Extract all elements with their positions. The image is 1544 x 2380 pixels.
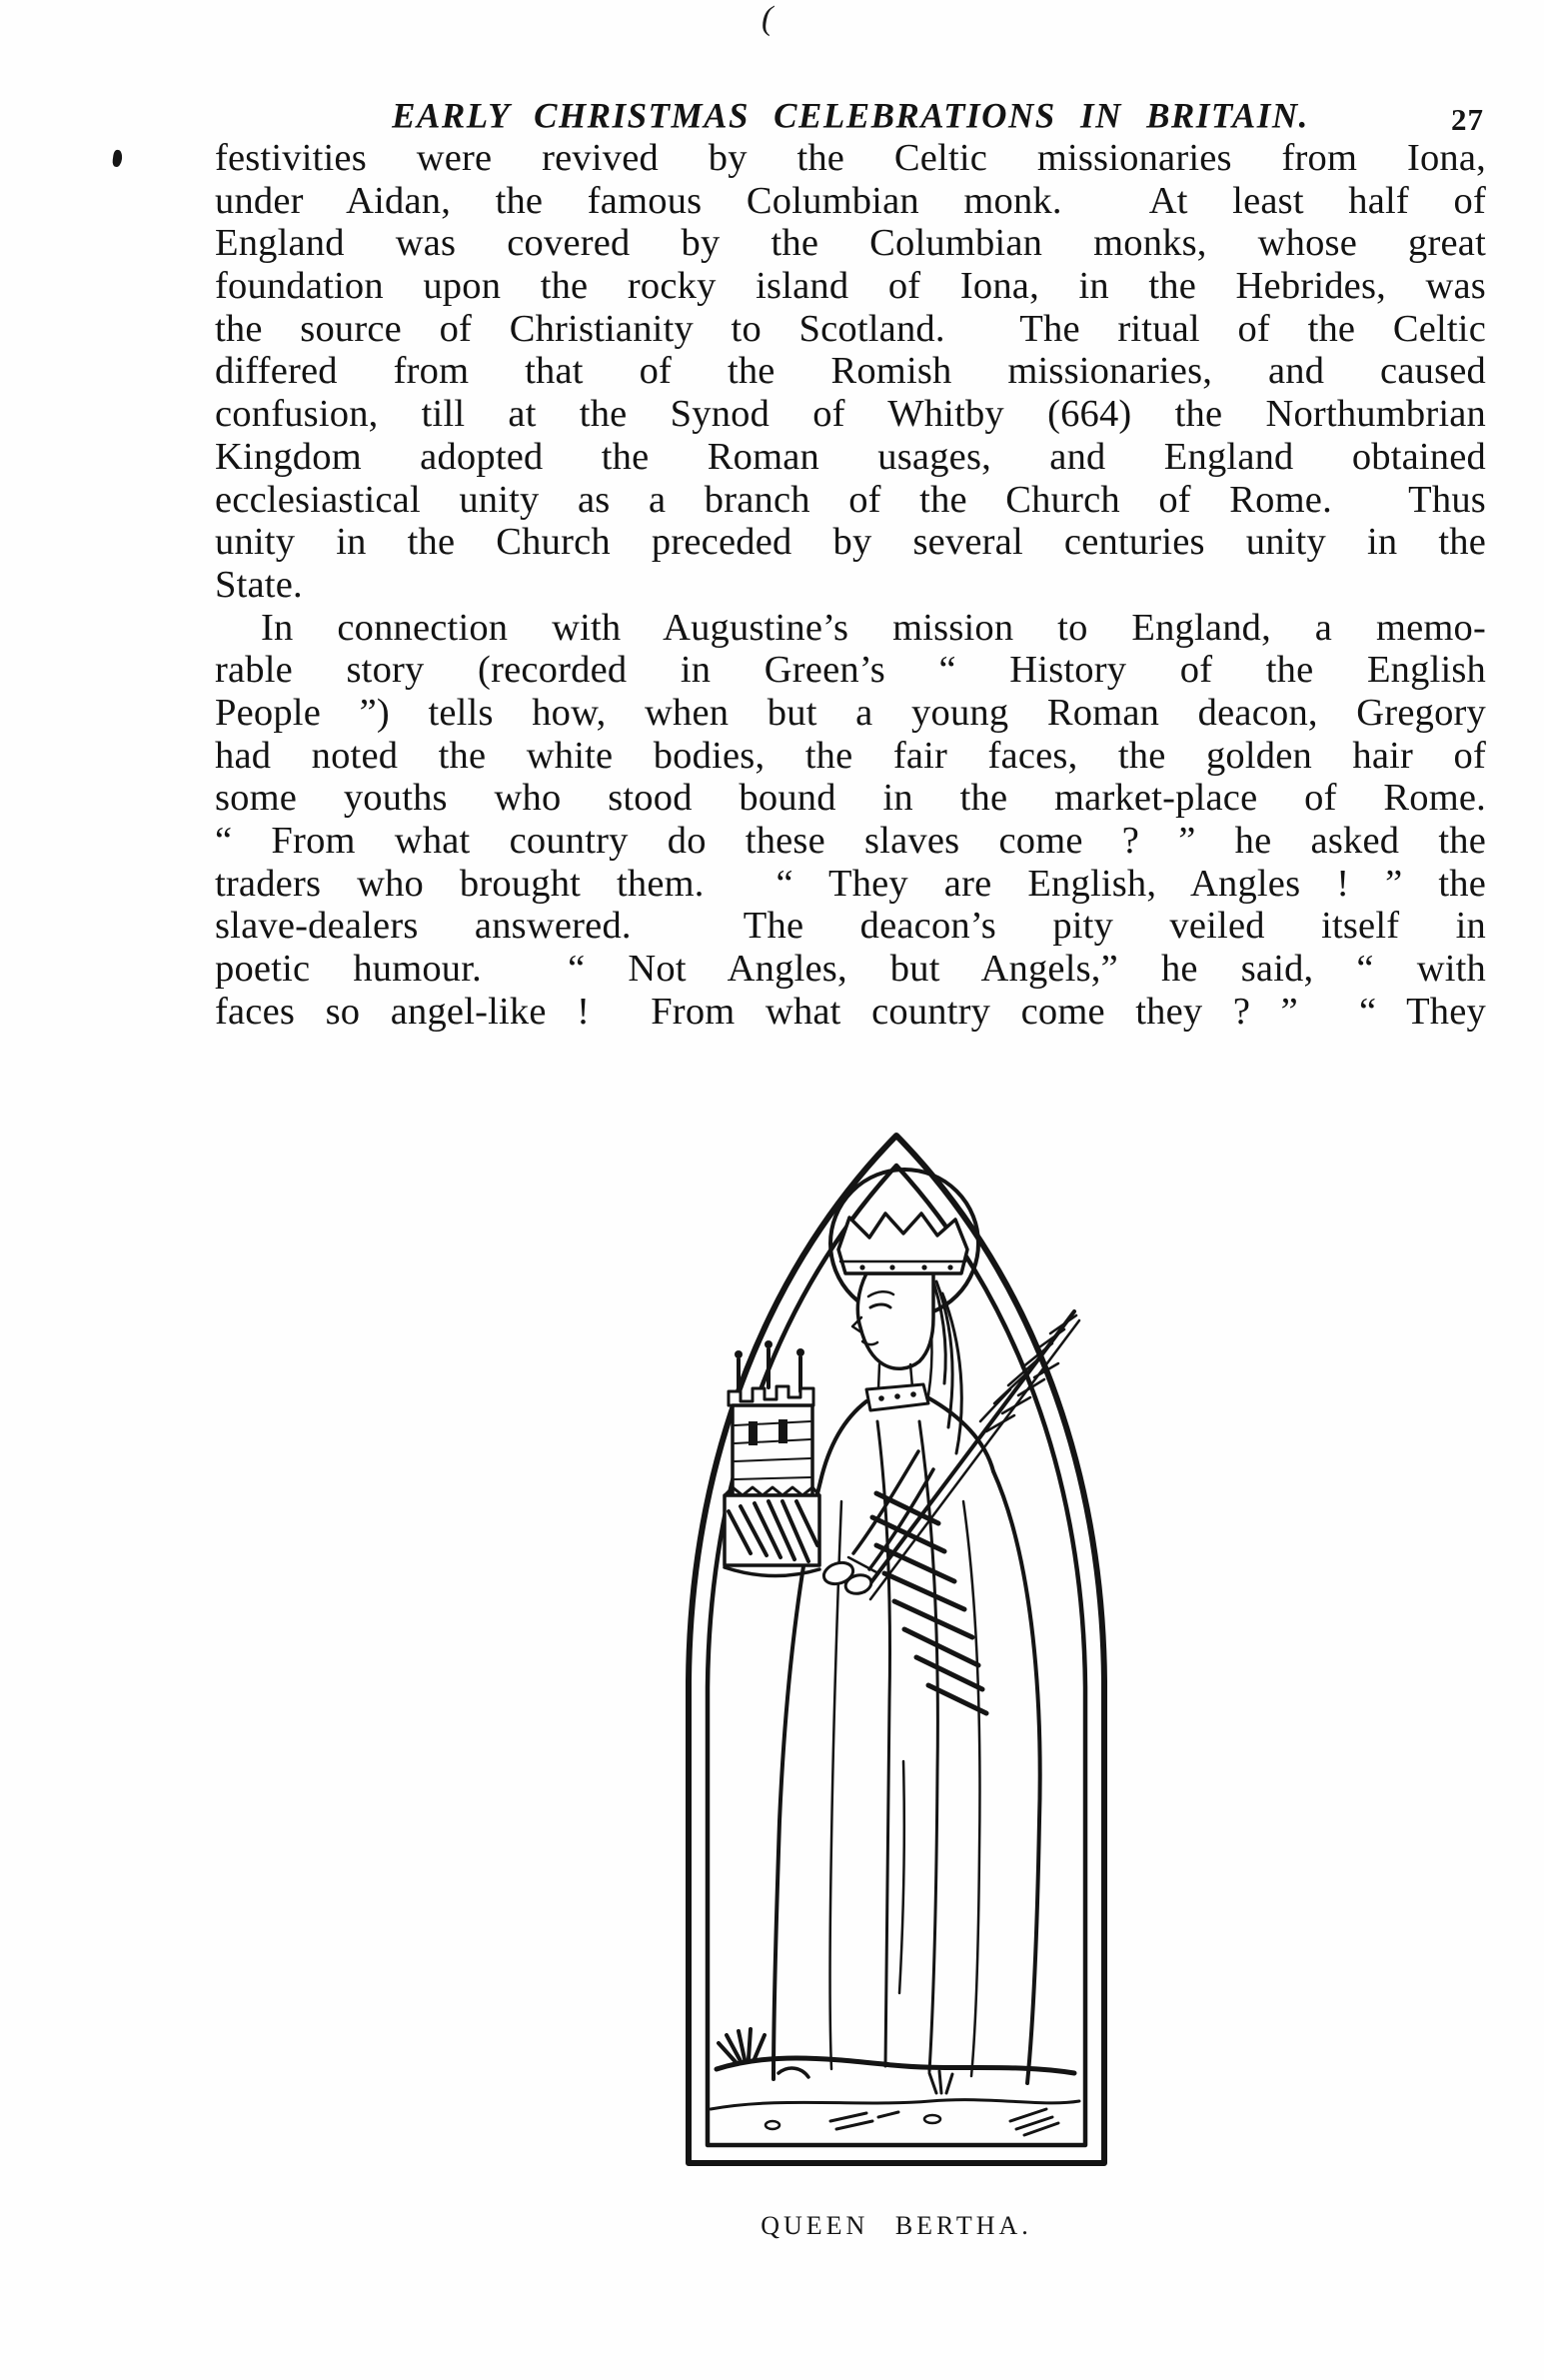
ink-speck (112, 149, 123, 167)
text-line: festivities were revived by the Celtic missionaries from Iona, (215, 137, 1486, 179)
text-line: “ From what country do these slaves come ? ” he asked the (215, 820, 1486, 862)
text-line: the source of Christianity to Scotland. The ritual of the Celtic (215, 307, 1486, 350)
text-line: faces so angel-like ! From what country come they ? ” “ They (215, 990, 1486, 1033)
text-line: unity in the Church preceded by several centuries unity in the (215, 521, 1486, 564)
text-line: ecclesiastical unity as a branch of the Church of Rome. Thus (215, 478, 1486, 521)
text-line: differed from that of the Romish missionaries, and caused (215, 350, 1486, 393)
text-line: In connection with Augustine’s mission to England, a memo- (261, 606, 1486, 649)
text-line: some youths who stood bound in the market-place of Rome. (215, 777, 1486, 820)
page-title: EARLY CHRISTMAS CELEBRATIONS IN BRITAIN. (392, 95, 1309, 136)
text-line: England was covered by the Columbian monks, whose great (215, 222, 1486, 265)
text-line: had noted the white bodies, the fair faces, the golden hair of (215, 734, 1486, 777)
text-line: under Aidan, the famous Columbian monk. At least half of (215, 179, 1486, 222)
text-line: People ”) tells how, when but a young Roman deacon, Gregory (215, 691, 1486, 734)
running-head (215, 96, 1486, 140)
text-line: traders who brought them. “ They are English, Angles ! ” the (215, 862, 1486, 905)
text-line: State. (215, 563, 303, 606)
figure-caption: QUEEN BERTHA. (761, 2211, 1032, 2240)
page-number: 27 (1451, 102, 1484, 137)
body-text (215, 137, 1486, 1033)
stray-scan-mark: ( (762, 0, 773, 37)
text-line: rable story (recorded in Green’s “ History of the English (215, 649, 1486, 692)
text-line: slave-dealers answered. The deacon’s pity veiled itself in (215, 905, 1486, 948)
text-line: poetic humour. “ Not Angles, but Angels,” he said, “ with (215, 948, 1486, 991)
text-line: Kingdom adopted the Roman usages, and England obtained (215, 435, 1486, 478)
text-line: foundation upon the rocky island of Iona, in the Hebrides, was (215, 265, 1486, 308)
text-line: confusion, till at the Synod of Whitby (664) the Northumbrian (215, 393, 1486, 436)
queen-bertha-illustration (681, 1122, 1112, 2171)
